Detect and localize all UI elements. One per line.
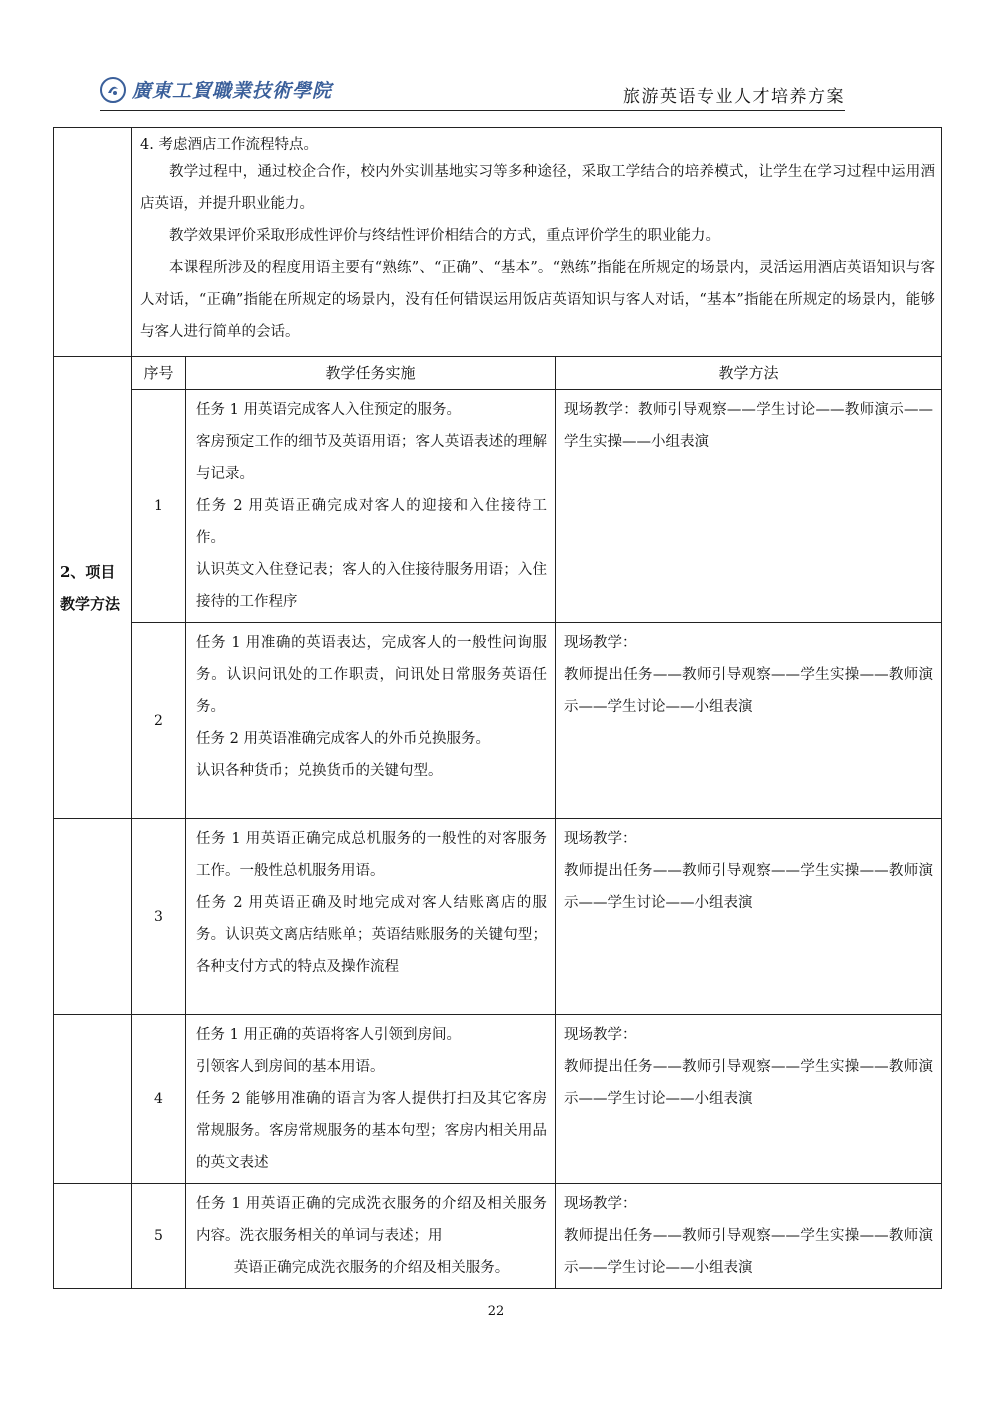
page-number: 22 [487, 1304, 505, 1319]
task-line: 引领客人到房间的基本用语。 [196, 1059, 385, 1075]
empty-side-cell [54, 1184, 132, 1289]
task-cell [186, 1015, 556, 1184]
task-line: 任务 2 用英语正确完成对客人的迎接和入住接待工作。 [196, 498, 547, 546]
section-label-text: 2、项目教学方法 [60, 562, 121, 613]
header-no: 序号 [132, 357, 186, 390]
task-line: 任务 2 能够用准确的语言为客人提供打扫及其它客房常规服务。客房常规服务的基本句型；客房内相关用品的英文表述 [196, 1091, 547, 1171]
method-cell [556, 390, 942, 623]
teaching-plan-table [53, 127, 942, 1289]
school-name: 廣東工貿職業技術學院 [132, 80, 333, 102]
method-line: 现场教学： [564, 1027, 637, 1043]
intro-paragraph: 本课程所涉及的程度用语主要有“熟练”、“正确”、“基本”。“熟练”指能在所规定的场景内，灵活运用酒店英语知识与客人对话，“正确”指能在所规定的场景内，没有任何错误运用饭店英语知识与客人对话，“基本”指能在所规定的场景内，能够与客人进行简单的会话。 [140, 260, 936, 340]
empty-side-cell [54, 819, 132, 1015]
method-line: 教师提出任务——教师引导观察——学生实操——教师演示——学生讨论——小组表演 [564, 667, 934, 715]
intro-row [54, 128, 942, 357]
header-method: 教学方法 [556, 357, 942, 390]
table-row [54, 819, 942, 1015]
header-task: 教学任务实施 [186, 357, 556, 390]
task-cell [186, 390, 556, 623]
row-number: 3 [132, 819, 186, 1015]
task-cell [186, 623, 556, 819]
empty-side-cell [54, 1015, 132, 1184]
task-line: 认识英文入住登记表；客人的入住接待服务用语；入住接待的工作程序 [196, 562, 547, 610]
task-line: 任务 1 用准确的英语表达，完成客人的一般性问询服务。认识问讯处的工作职责，问讯处日常服务英语任务。 [196, 635, 547, 715]
task-line: 任务 1 用英语正确完成总机服务的一般性的对客服务工作。一般性总机服务用语。 [196, 831, 547, 879]
method-cell [556, 819, 942, 1015]
page-header [100, 70, 845, 111]
task-line: 任务 1 用英语完成客人入住预定的服务。 [196, 402, 461, 418]
task-line: 任务 1 用英语正确的完成洗衣服务的介绍及相关服务内容。洗衣服务相关的单词与表述；用 [196, 1196, 547, 1244]
method-line: 教师提出任务——教师引导观察——学生实操——教师演示——学生讨论——小组表演 [564, 1228, 934, 1276]
intro-paragraph: 教学效果评价采取形成性评价与终结性评价相结合的方式，重点评价学生的职业能力。 [169, 228, 720, 244]
task-cell [186, 1184, 556, 1289]
task-line: 英语正确完成洗衣服务的介绍及相关服务。 [233, 1260, 510, 1276]
row-number: 2 [132, 623, 186, 819]
school-logo [100, 76, 332, 103]
table-row [54, 1184, 942, 1289]
task-line: 任务 2 用英语正确及时地完成对客人结账离店的服务。认识英文离店结账单；英语结账服务的关键句型；各种支付方式的特点及操作流程 [196, 895, 547, 975]
task-cell [186, 819, 556, 1015]
method-line: 现场教学： [564, 635, 637, 651]
school-emblem-icon [100, 77, 126, 103]
method-cell [556, 1015, 942, 1184]
intro-paragraph: 教学过程中，通过校企合作，校内外实训基地实习等多种途径，采取工学结合的培养模式，让学生在学习过程中运用酒店英语，并提升职业能力。 [140, 164, 936, 212]
intro-cell [132, 128, 942, 357]
row-number: 1 [132, 390, 186, 623]
method-cell [556, 1184, 942, 1289]
table-row [54, 390, 942, 623]
method-line: 教师提出任务——教师引导观察——学生实操——教师演示——学生讨论——小组表演 [564, 1059, 934, 1107]
table-header-row [54, 357, 942, 390]
document-title: 旅游英语专业人才培养方案 [623, 87, 845, 107]
intro-paragraph: 4. 考虑酒店工作流程特点。 [140, 137, 318, 153]
table-row [54, 623, 942, 819]
method-line: 教师提出任务——教师引导观察——学生实操——教师演示——学生讨论——小组表演 [564, 863, 934, 911]
row-number: 4 [132, 1015, 186, 1184]
task-line: 任务 2 用英语准确完成客人的外币兑换服务。 [196, 731, 490, 747]
method-line: 现场教学： [564, 831, 637, 847]
task-line: 认识各种货币；兑换货币的关键句型。 [196, 763, 443, 779]
method-line: 现场教学： [564, 1196, 637, 1212]
method-cell [556, 623, 942, 819]
method-line: 现场教学：教师引导观察——学生讨论——教师演示——学生实操——小组表演 [564, 402, 934, 450]
section-label [54, 357, 132, 819]
table-row [54, 1015, 942, 1184]
empty-side-cell [54, 128, 132, 357]
row-number: 5 [132, 1184, 186, 1289]
task-line: 客房预定工作的细节及英语用语；客人英语表述的理解与记录。 [196, 434, 547, 482]
task-line: 任务 1 用正确的英语将客人引领到房间。 [196, 1027, 461, 1043]
